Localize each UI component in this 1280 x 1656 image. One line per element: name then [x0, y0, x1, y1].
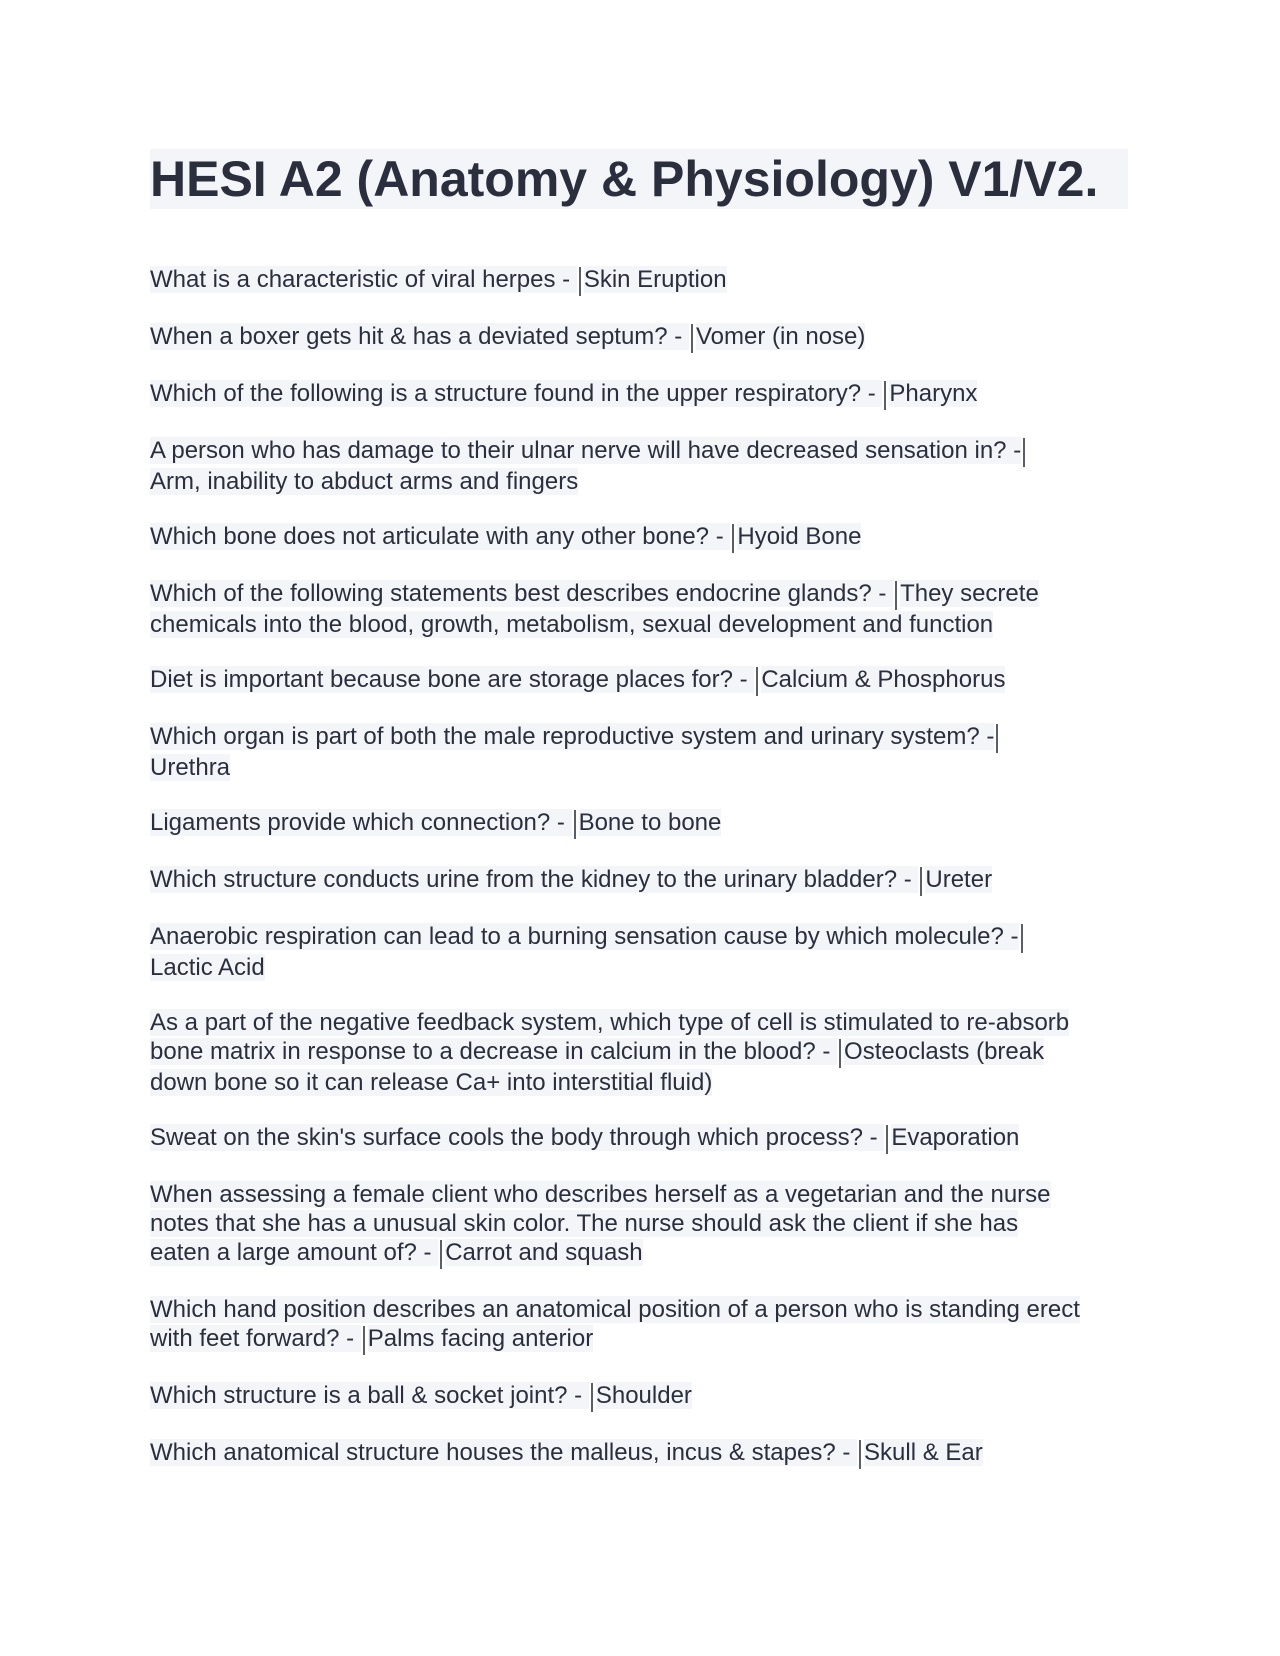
answer-marker-icon [440, 1240, 442, 1269]
qa-text: Which organ is part of both the male reproductive system and urinary system? - [150, 723, 995, 750]
qa-line [150, 1123, 1130, 1154]
qa-text: Which of the following is a structure found in the upper respiratory? - [150, 380, 883, 407]
qa-item [150, 1295, 1130, 1355]
qa-item [150, 808, 1130, 839]
qa-answer-text: Evaporation [891, 1124, 1020, 1151]
qa-text: down bone so it can release Ca+ into interstitial fluid) [150, 1069, 713, 1096]
qa-line [150, 579, 1130, 610]
qa-answer-text: Ureter [925, 866, 993, 893]
qa-answer-text: Skull & Ear [864, 1439, 983, 1466]
answer-marker-icon [996, 724, 998, 753]
qa-line [150, 1180, 1130, 1209]
answer-marker-icon [1023, 438, 1025, 467]
qa-line [150, 379, 1130, 410]
qa-list [150, 265, 1130, 1469]
qa-text: Which anatomical structure houses the malleus, incus & stapes? - [150, 1439, 857, 1466]
qa-text: Which of the following statements best describes endocrine glands? - [150, 580, 894, 607]
qa-text: As a part of the negative feedback system, which type of cell is stimulated to re-absorb [150, 1009, 1070, 1036]
qa-line [150, 808, 1130, 839]
qa-line [150, 522, 1130, 553]
qa-answer-text: Osteoclasts (break [844, 1038, 1045, 1065]
answer-marker-icon [886, 1125, 888, 1154]
qa-text: A person who has damage to their ulnar nerve will have decreased sensation in? - [150, 437, 1022, 464]
answer-marker-icon [574, 810, 576, 839]
qa-line [150, 665, 1130, 696]
qa-text: Lactic Acid [150, 954, 265, 981]
qa-line [150, 265, 1130, 296]
qa-text: Which hand position describes an anatomical position of a person who is standing erect [150, 1296, 1080, 1323]
qa-text: Arm, inability to abduct arms and fingers [150, 468, 579, 495]
qa-text: Which bone does not articulate with any other bone? - [150, 523, 731, 550]
qa-text: Diet is important because bone are storage places for? - [150, 666, 755, 693]
qa-answer-text: They secrete [900, 580, 1039, 607]
qa-item [150, 265, 1130, 296]
qa-item [150, 1008, 1130, 1097]
qa-line [150, 436, 1130, 467]
qa-item [150, 436, 1130, 496]
qa-line [150, 1037, 1130, 1068]
qa-line [150, 753, 1130, 782]
qa-answer-text: Bone to bone [578, 809, 722, 836]
answer-marker-icon [579, 267, 581, 296]
answer-marker-icon [756, 667, 758, 696]
answer-marker-icon [839, 1039, 841, 1068]
qa-item [150, 865, 1130, 896]
qa-text: eaten a large amount of? - [150, 1239, 439, 1266]
qa-text: When a boxer gets hit & has a deviated septum? - [150, 323, 689, 350]
qa-item [150, 379, 1130, 410]
qa-line [150, 1438, 1130, 1469]
qa-item [150, 322, 1130, 353]
qa-item [150, 1438, 1130, 1469]
qa-line [150, 1068, 1130, 1097]
qa-item [150, 1381, 1130, 1412]
qa-answer-text: Skin Eruption [583, 266, 727, 293]
qa-text: Anaerobic respiration can lead to a burning sensation cause by which molecule? - [150, 923, 1019, 950]
answer-marker-icon [920, 867, 922, 896]
qa-line [150, 1238, 1130, 1269]
qa-text: chemicals into the blood, growth, metabolism, sexual development and function [150, 611, 994, 638]
qa-item [150, 722, 1130, 782]
qa-text: Ligaments provide which connection? - [150, 809, 572, 836]
qa-line [150, 922, 1130, 953]
qa-text: with feet forward? - [150, 1325, 361, 1352]
qa-line [150, 322, 1130, 353]
answer-marker-icon [363, 1326, 365, 1355]
answer-marker-icon [591, 1383, 593, 1412]
qa-text: Sweat on the skin's surface cools the body through which process? - [150, 1124, 885, 1151]
qa-item [150, 1123, 1130, 1154]
answer-marker-icon [691, 324, 693, 353]
qa-answer-text: Vomer (in nose) [695, 323, 866, 350]
qa-answer-text: Pharynx [889, 380, 978, 407]
qa-answer-text: Hyoid Bone [737, 523, 862, 550]
qa-line [150, 1209, 1130, 1238]
qa-line [150, 1008, 1130, 1037]
qa-text: What is a characteristic of viral herpes - [150, 266, 577, 293]
answer-marker-icon [884, 381, 886, 410]
qa-item [150, 1180, 1130, 1269]
qa-line [150, 722, 1130, 753]
qa-line [150, 865, 1130, 896]
qa-line [150, 953, 1130, 982]
qa-line [150, 1295, 1130, 1324]
qa-line [150, 1381, 1130, 1412]
qa-item [150, 665, 1130, 696]
qa-text: Urethra [150, 754, 231, 781]
qa-text: notes that she has a unusual skin color. The nurse should ask the client if she has [150, 1210, 1019, 1237]
answer-marker-icon [859, 1440, 861, 1469]
qa-line [150, 1324, 1130, 1355]
qa-answer-text: Carrot and squash [445, 1239, 643, 1266]
answer-marker-icon [1021, 924, 1023, 953]
qa-item [150, 522, 1130, 553]
qa-item [150, 579, 1130, 639]
qa-text: Which structure is a ball & socket joint? - [150, 1382, 589, 1409]
qa-text: When assessing a female client who describes herself as a vegetarian and the nurse [150, 1181, 1051, 1208]
qa-item [150, 922, 1130, 982]
qa-text: Which structure conducts urine from the kidney to the urinary bladder? - [150, 866, 919, 893]
qa-line [150, 610, 1130, 639]
qa-text: bone matrix in response to a decrease in calcium in the blood? - [150, 1038, 838, 1065]
qa-answer-text: Palms facing anterior [367, 1325, 594, 1352]
qa-answer-text: Calcium & Phosphorus [761, 666, 1006, 693]
answer-marker-icon [732, 524, 734, 553]
qa-answer-text: Shoulder [595, 1382, 692, 1409]
qa-line [150, 467, 1130, 496]
document-title: HESI A2 (Anatomy & Physiology) V1/V2. [150, 149, 1128, 209]
answer-marker-icon [895, 581, 897, 610]
